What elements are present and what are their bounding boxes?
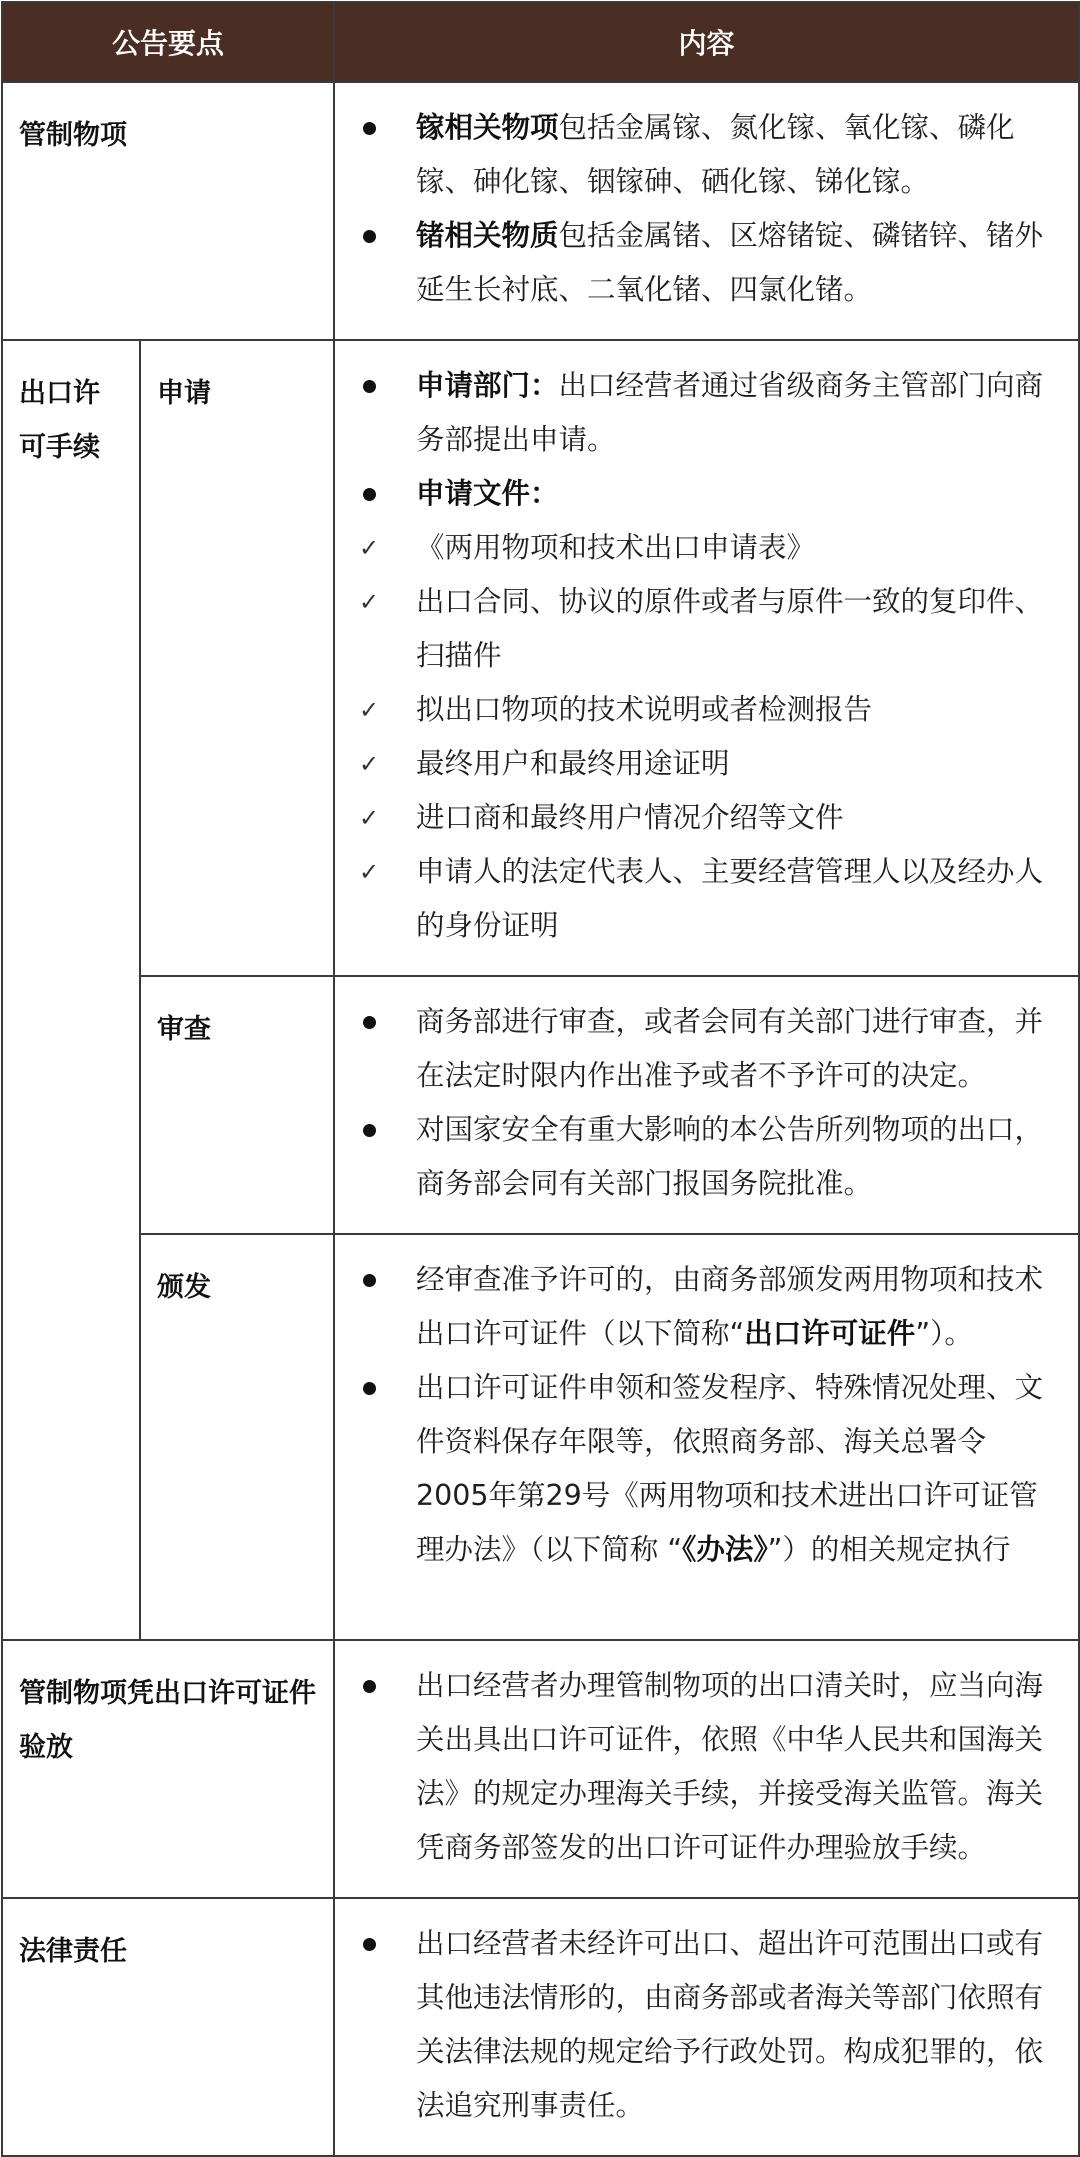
bold-term: 申请部门： [416, 369, 559, 402]
list-item [335, 1253, 1058, 1361]
row-legal-liability [2, 1898, 1079, 2156]
check-item [335, 575, 1058, 683]
item-text: 包括金属镓、氮化镓、氧化镓、磷化镓、砷化镓、铟镓砷、硒化镓、锑化镓。 [416, 111, 1015, 198]
label-customs-clearance: 管制物项凭出口许可证件验放 [2, 1640, 334, 1898]
list-item [335, 467, 1058, 521]
bullet-icon [363, 488, 376, 501]
list-item [335, 209, 1058, 317]
check-item [335, 845, 1058, 953]
check-text: 最终用户和最终用途证明 [416, 747, 730, 780]
label-export-license-procedure: 出口许可手续 [2, 340, 140, 1640]
bold-term: 锗相关物质 [416, 219, 559, 252]
item-text: 经审查准予许可的，由商务部颁发两用物项和技术出口许可证件（以下简称“ [416, 1263, 1044, 1350]
item-text: 出口经营者未经许可出口、超出许可范围出口或有其他违法情形的，由商务部或者海关等部门依照有关法律法规的规定给予行政处罚。构成犯罪的，依法追究刑事责任。 [416, 1927, 1044, 2122]
item-text: 出口许可证件申领和签发程序、特殊情况处理、文件资料保存年限等，依照商务部、海关总署令2005年第29号《两用物项和技术进出口许可证管理办法》（以下简称 “ [416, 1371, 1044, 1566]
list-item [335, 995, 1058, 1103]
item-text: ”）。 [915, 1317, 973, 1350]
item-text: 对国家安全有重大影响的本公告所列物项的出口，商务部会同有关部门报国务院批准。 [416, 1113, 1044, 1200]
row-review [2, 976, 1079, 1234]
item-text: 出口经营者办理管制物项的出口清关时，应当向海关出具出口许可证件，依照《中华人民共和国海关法》的规定办理海关手续，并接受海关监管。海关凭商务部签发的出口许可证件办理验放手续。 [416, 1669, 1044, 1864]
bullet-icon [363, 1274, 376, 1287]
header-content: 内容 [334, 2, 1079, 82]
content-customs-clearance [334, 1640, 1079, 1898]
list-item [335, 1103, 1058, 1211]
list-item [335, 359, 1058, 467]
check-icon: ✓ [358, 534, 380, 562]
check-text: 拟出口物项的技术说明或者检测报告 [416, 693, 873, 726]
label-issuance: 颁发 [140, 1234, 334, 1640]
bullet-icon [363, 1124, 376, 1137]
bullet-icon [363, 1680, 376, 1693]
content-application [334, 340, 1079, 976]
row-controlled-items [2, 82, 1079, 340]
item-text: 出口经营者通过省级商务主管部门向商务部提出申请。 [416, 369, 1044, 456]
bold-term: 《办法》 [682, 1533, 768, 1566]
bullet-icon [363, 1382, 376, 1395]
label-review: 审查 [140, 976, 334, 1234]
label-application: 申请 [140, 340, 334, 976]
check-text: 进口商和最终用户情况介绍等文件 [416, 801, 844, 834]
check-icon: ✓ [358, 804, 380, 832]
item-text: ”）的相关规定执行 [767, 1533, 1011, 1566]
bullet-icon [363, 1016, 376, 1029]
check-icon: ✓ [358, 858, 380, 886]
export-control-table [1, 1, 1080, 2157]
check-item [335, 683, 1058, 737]
item-text: 包括金属锗、区熔锗锭、磷锗锌、锗外延生长衬底、二氧化锗、四氯化锗。 [416, 219, 1044, 306]
check-item [335, 791, 1058, 845]
bullet-icon [363, 122, 376, 135]
header-key-points: 公告要点 [2, 2, 334, 82]
check-item [335, 521, 1058, 575]
item-text: 商务部进行审查，或者会同有关部门进行审查，并在法定时限内作出准予或者不予许可的决定。 [416, 1005, 1044, 1092]
content-legal-liability [334, 1898, 1079, 2156]
check-text: 出口合同、协议的原件或者与原件一致的复印件、扫描件 [416, 585, 1044, 672]
bold-term: 申请文件： [416, 477, 559, 510]
bold-term: 出口许可证件 [744, 1317, 916, 1350]
label-controlled-items: 管制物项 [2, 82, 334, 340]
content-review [334, 976, 1079, 1234]
check-icon: ✓ [358, 696, 380, 724]
label-legal-liability: 法律责任 [2, 1898, 334, 2156]
list-item [335, 101, 1058, 209]
check-icon: ✓ [358, 588, 380, 616]
bullet-icon [363, 1938, 376, 1951]
row-issuance [2, 1234, 1079, 1640]
check-item [335, 737, 1058, 791]
list-item [335, 1659, 1058, 1875]
bold-term: 镓相关物项 [416, 111, 559, 144]
row-customs-clearance [2, 1640, 1079, 1898]
check-text: 申请人的法定代表人、主要经营管理人以及经办人的身份证明 [416, 855, 1044, 942]
bullet-icon [363, 380, 376, 393]
content-controlled-items [334, 82, 1079, 340]
list-item [335, 1361, 1058, 1577]
row-application [2, 340, 1079, 976]
bullet-icon [363, 230, 376, 243]
content-issuance [334, 1234, 1079, 1640]
table-header [2, 2, 1079, 82]
check-icon: ✓ [358, 750, 380, 778]
check-text: 《两用物项和技术出口申请表》 [416, 531, 816, 564]
